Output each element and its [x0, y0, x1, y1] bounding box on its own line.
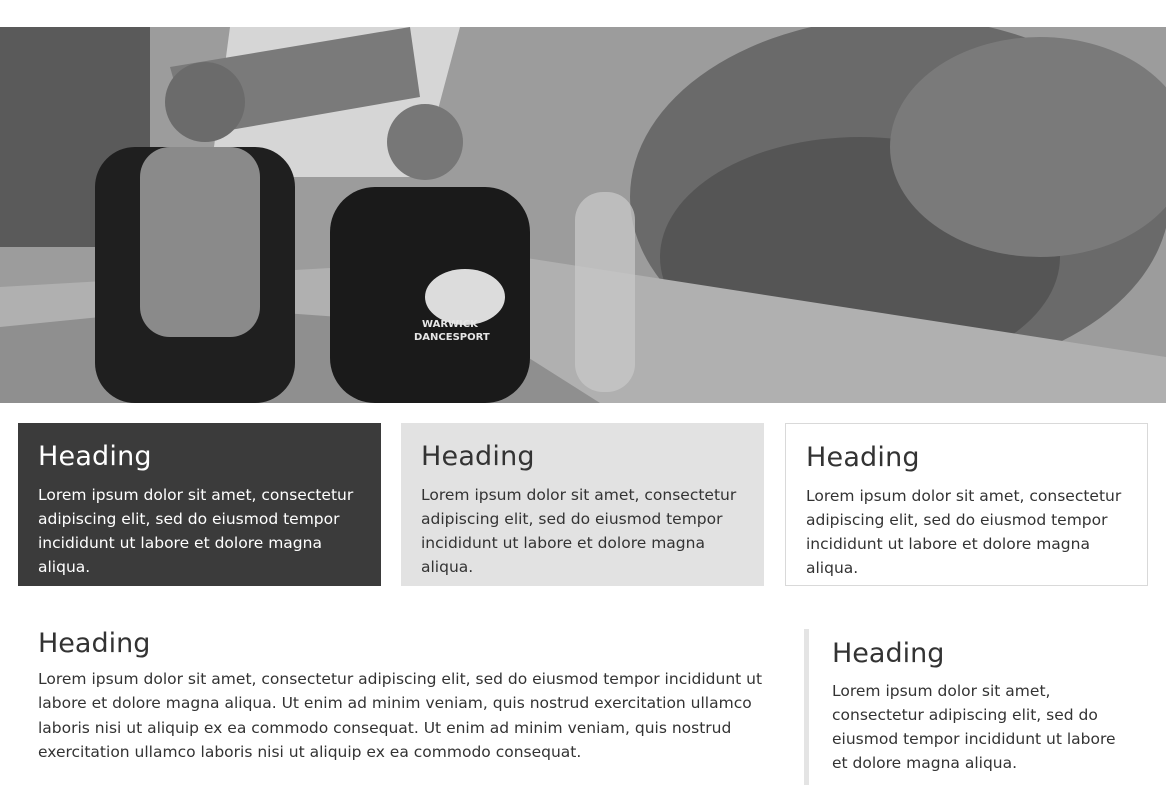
- wide-text-block: [38, 627, 778, 764]
- aside-text-block: [804, 629, 1132, 785]
- hero-image: [0, 27, 1166, 403]
- hero-photo: [0, 27, 1166, 403]
- card-body: Lorem ipsum dolor sit amet, consectetur adipiscing elit, sed do eiusmod tempor incididunt ut labore et dolore magna aliqua.: [38, 486, 354, 576]
- wide-heading: Heading: [38, 628, 151, 659]
- card-heading-light: [401, 423, 764, 586]
- card-heading: Heading: [421, 441, 535, 472]
- card-body: Lorem ipsum dolor sit amet, consectetur adipiscing elit, sed do eiusmod tempor incididunt ut labore et dolore magna aliqua.: [806, 487, 1122, 577]
- wide-body: Lorem ipsum dolor sit amet, consectetur adipiscing elit, sed do eiusmod tempor incididunt ut labore et dolore magna aliqua. Ut enim ad minim veniam, quis nostrud exercitation ullamco laboris nisi ut aliquip ex ea commodo consequat. Ut enim ad minim veniam, quis nostrud exercitation ullamco laboris nisi ut aliquip ex ea commodo consequat.: [38, 670, 763, 761]
- card-heading: Heading: [806, 442, 920, 473]
- aside-body: Lorem ipsum dolor sit amet, consectetur adipiscing elit, sed do eiusmod tempor incididunt ut labore et dolore magna aliqua.: [832, 682, 1116, 772]
- card-heading-outline: [785, 423, 1148, 586]
- hero-print-text-2: DANCESPORT: [414, 332, 490, 343]
- card-body: Lorem ipsum dolor sit amet, consectetur adipiscing elit, sed do eiusmod tempor incididunt ut labore et dolore magna aliqua.: [421, 486, 737, 576]
- aside-heading: Heading: [832, 638, 945, 669]
- hero-print-text-1: WARWICK: [422, 319, 478, 330]
- card-heading-dark: [18, 423, 381, 586]
- card-heading: Heading: [38, 441, 152, 472]
